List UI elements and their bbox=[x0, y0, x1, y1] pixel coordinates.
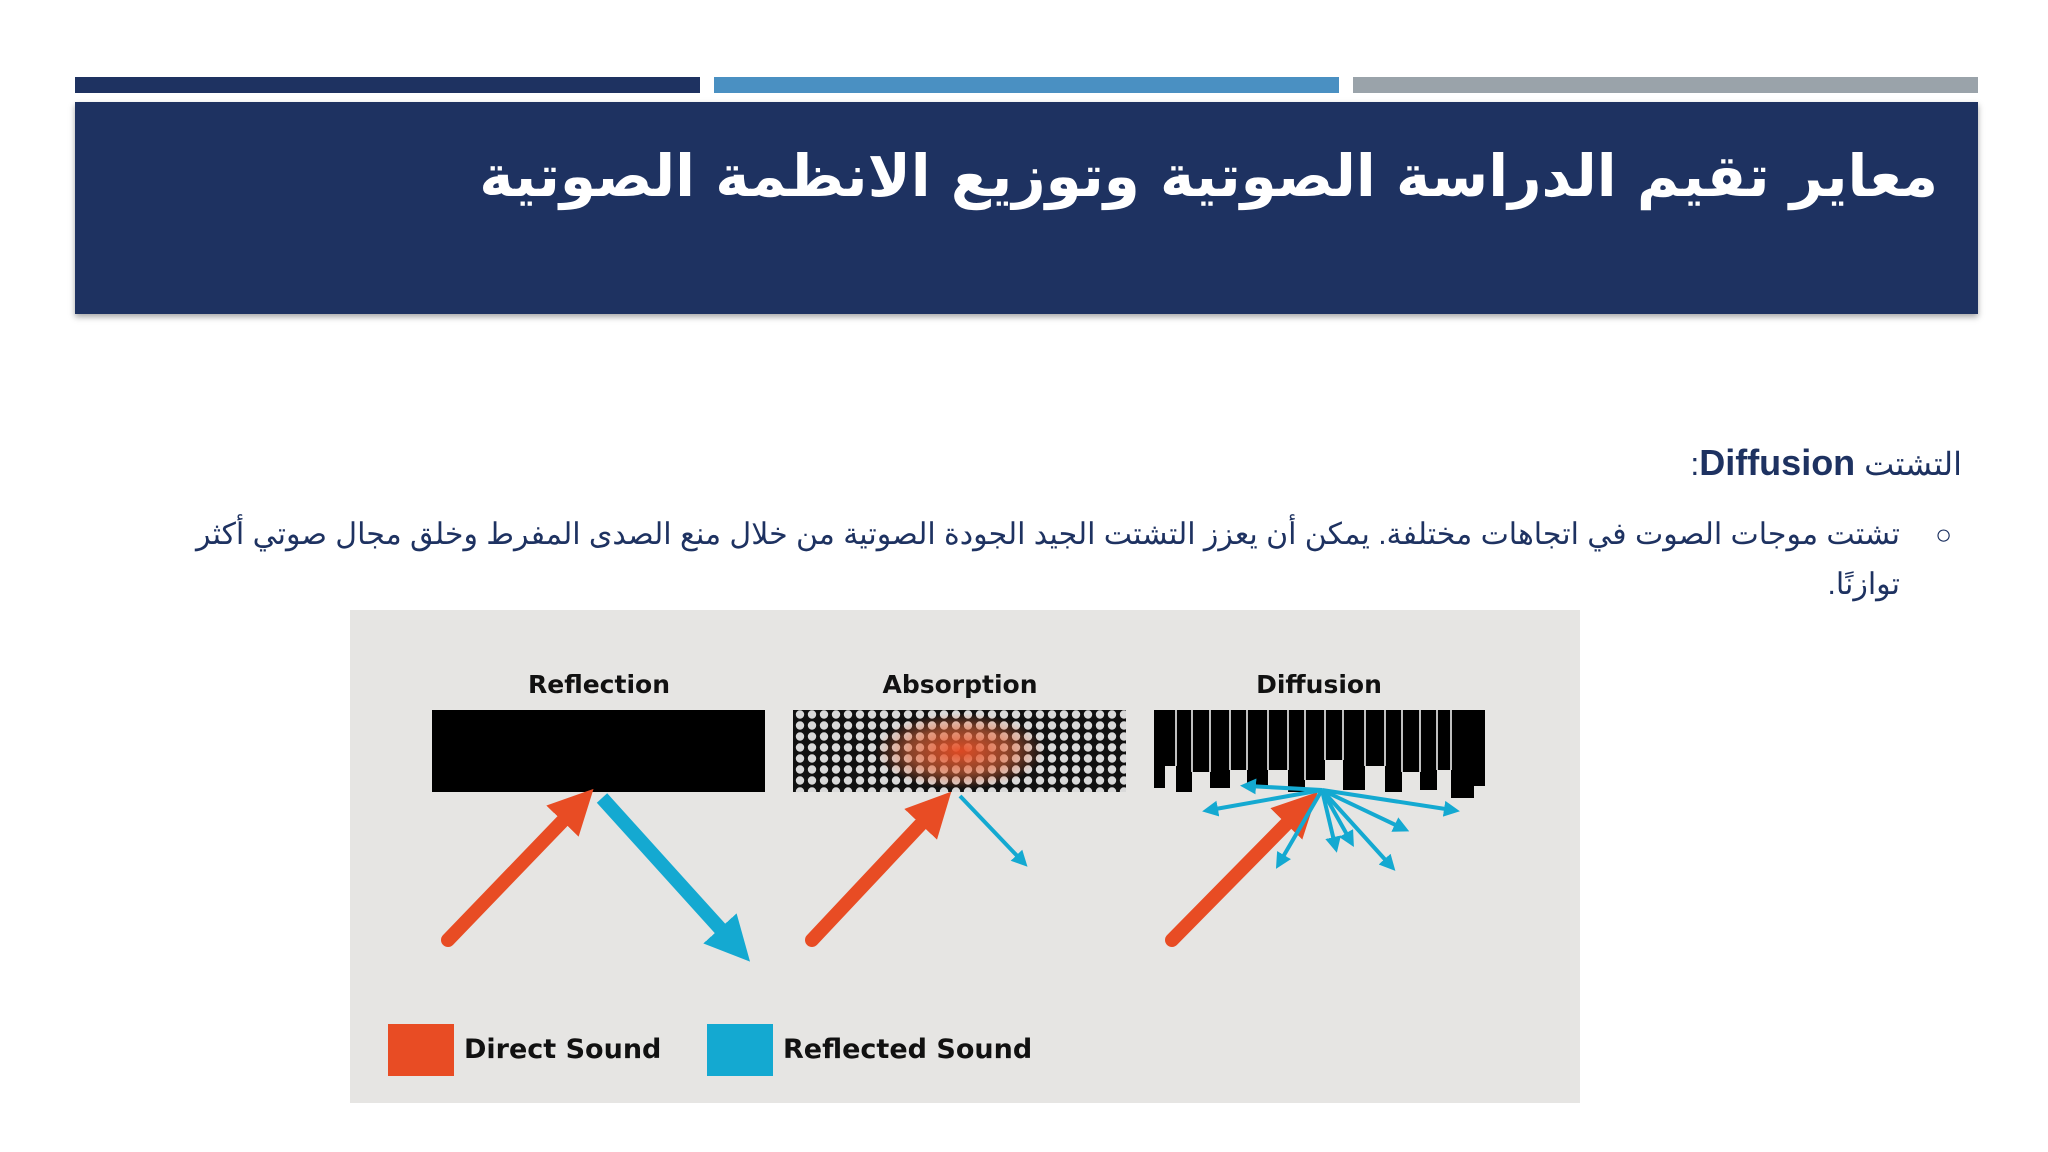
panel-label-reflection: Reflection bbox=[527, 670, 670, 699]
slide-title: معاير تقيم الدراسة الصوتية وتوزيع الانظمة الصوتية bbox=[479, 142, 1938, 210]
reflection-wall bbox=[432, 710, 765, 792]
heading-arabic: التشتت bbox=[1864, 446, 1962, 482]
legend-swatch-reflected bbox=[707, 1024, 773, 1076]
bullet-circle-icon: ○ bbox=[1935, 519, 1952, 550]
section-heading bbox=[1690, 442, 1962, 484]
reflection-direct-arrow bbox=[448, 805, 578, 940]
sound-behavior-figure bbox=[350, 610, 1580, 1103]
panel-label-diffusion: Diffusion bbox=[1256, 670, 1382, 699]
accent-bar-dark bbox=[75, 77, 700, 93]
heading-colon: : bbox=[1690, 446, 1700, 482]
bullet-text: تشتت موجات الصوت في اتجاهات مختلفة. يمكن أن يعزز التشتت الجيد الجودة الصوتية من خلال منع الصدى المفرط وخلق مجال صوتي أكثر توازنًا. bbox=[196, 518, 1900, 601]
bullet-item bbox=[155, 510, 1952, 610]
diffusion-surface bbox=[1154, 710, 1485, 798]
legend-label-reflected: Reflected Sound bbox=[783, 1034, 1033, 1065]
heading-english: Diffusion bbox=[1699, 442, 1856, 483]
diffusion-scatter-arrows bbox=[1210, 786, 1452, 865]
panel-label-absorption: Absorption bbox=[882, 670, 1038, 699]
absorption-reflected-arrow bbox=[960, 796, 1022, 861]
reflection-reflected-arrow bbox=[602, 798, 735, 945]
legend-swatch-direct bbox=[388, 1024, 454, 1076]
accent-bar-blue bbox=[714, 77, 1339, 93]
legend-label-direct: Direct Sound bbox=[464, 1034, 662, 1065]
accent-bar-gray bbox=[1353, 77, 1978, 93]
diffusion-direct-arrow bbox=[1172, 808, 1302, 940]
absorption-heat bbox=[875, 713, 1045, 789]
absorption-direct-arrow bbox=[812, 808, 936, 940]
title-banner bbox=[75, 102, 1978, 314]
